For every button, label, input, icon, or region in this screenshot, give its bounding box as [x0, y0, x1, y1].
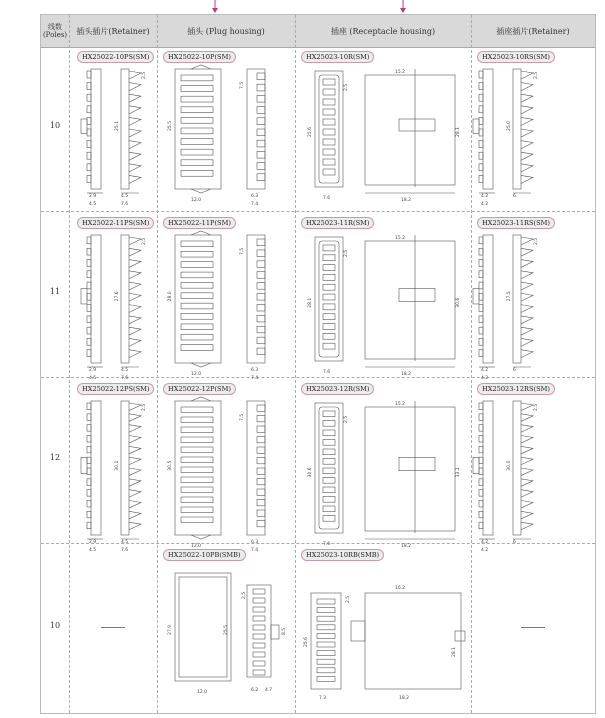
dimension-label: 6.3: [251, 194, 259, 199]
dimension-label: 2.5: [142, 237, 147, 245]
dimension-label: 27.5: [507, 291, 512, 302]
poles-value: 10: [49, 121, 61, 130]
dimension-label: 7.4: [251, 202, 259, 207]
divider: [157, 15, 158, 713]
retainer-drawing: [475, 231, 555, 389]
receptacle-housing-drawing: [299, 65, 469, 211]
dimension-label: 7.5: [240, 413, 245, 421]
part-number-tag: HX25022-10P(SM): [163, 51, 236, 63]
dimension-label: 6: [513, 194, 516, 199]
col-retainer-receptacle-header: 插座插片(Retainer): [496, 26, 570, 36]
part-number-tag: HX25023-12R(SM): [301, 383, 374, 395]
part-number-tag: HX25022-12PS(SM): [77, 383, 154, 395]
dimension-label: 30.5: [168, 460, 173, 471]
dimension-label: 7.6: [323, 542, 331, 547]
receptacle-housing-drawing: [299, 397, 469, 557]
divider: [295, 15, 296, 713]
dimension-label: 4.5: [89, 548, 97, 553]
dimension-label: 4.2: [481, 368, 489, 373]
dimension-label: 28.1: [456, 126, 461, 137]
retainer-drawing: [77, 65, 157, 215]
part-number-tag: HX25023-12RS(SM): [477, 383, 555, 395]
dimension-label: 15.2: [395, 70, 406, 75]
dimension-label: 18.2: [401, 198, 412, 203]
dimension-label: 2.5: [534, 237, 539, 245]
dimension-label: 2.5: [142, 403, 147, 411]
dimension-label: 25.5: [168, 120, 173, 131]
dimension-label: 12.0: [197, 690, 208, 695]
receptacle-housing-drawing: [299, 231, 469, 385]
dimension-label: 30.1: [115, 460, 120, 471]
poles-value: 11: [49, 287, 61, 296]
dimension-label: 28.1: [452, 646, 457, 657]
plug-housing-drawing: [161, 397, 291, 555]
dimension-label: 25.0: [507, 120, 512, 131]
dimension-label: 28.1: [308, 297, 313, 308]
dimension-label: 2.9: [89, 368, 97, 373]
dimension-label: 30.6: [456, 297, 461, 308]
poles-label-en: (Poles): [42, 31, 68, 39]
poles-value: 10: [49, 621, 61, 630]
dimension-label: 6.3: [251, 540, 259, 545]
dimension-label: 4.2: [481, 376, 489, 381]
col-plug-header: 插头 (Plug housing): [187, 26, 265, 36]
not-applicable-dash: [101, 627, 125, 628]
dimension-label: 6.2: [251, 688, 259, 693]
receptacle-housing-smb-drawing: [299, 567, 469, 707]
dimension-label: 7.4: [251, 376, 259, 381]
dimension-label: 12.0: [191, 372, 202, 377]
dimension-label: 25.6: [304, 636, 309, 647]
dimension-label: 4.7: [265, 688, 273, 693]
dimension-label: 7.6: [323, 196, 331, 201]
divider: [471, 15, 472, 713]
part-number-tag: HX25023-10R(SM): [301, 51, 374, 63]
dimension-label: 7.6: [121, 376, 129, 381]
dimension-label: 2.5: [344, 415, 349, 423]
retainer-drawing: [475, 65, 555, 215]
dimension-label: 2.5: [534, 71, 539, 79]
part-number-tag: HX25023-11RS(SM): [477, 217, 555, 229]
plug-arrow-icon: [210, 0, 220, 14]
dimension-label: 25.1: [115, 120, 120, 131]
dimension-label: 27.6: [115, 291, 120, 302]
dimension-label: 30.6: [308, 467, 313, 478]
part-number-tag: HX25023-10RS(SM): [477, 51, 555, 63]
dimension-label: 4.2: [481, 540, 489, 545]
dimension-label: 7.4: [251, 548, 259, 553]
dimension-label: 4.5: [89, 376, 97, 381]
retainer-drawing: [77, 397, 157, 561]
dimension-label: 7.3: [319, 696, 327, 701]
part-number-tag: HX25022-11P(SM): [163, 217, 236, 229]
poles-value: 12: [49, 453, 61, 462]
plug-housing-drawing: [161, 65, 291, 209]
dimension-label: 2.5: [242, 591, 247, 599]
dimension-label: 7.6: [323, 370, 331, 375]
dimension-label: 7.5: [240, 247, 245, 255]
dimension-label: 2.5: [344, 249, 349, 257]
dimension-label: 12.0: [191, 198, 202, 203]
receptacle-arrow-icon: [398, 0, 408, 14]
col-receptacle-header: 插座 (Receptacle housing): [330, 26, 436, 36]
dimension-label: 18.2: [399, 696, 410, 701]
dimension-label: 6: [513, 368, 516, 373]
part-number-tag: HX25023-10RB(SMB): [301, 549, 384, 561]
dimension-label: 2.9: [89, 540, 97, 545]
poles-header: [41, 15, 69, 47]
part-number-tag: HX25022-12P(SM): [163, 383, 236, 395]
dimension-label: 6.3: [251, 368, 259, 373]
dimension-label: 2.5: [346, 595, 351, 603]
part-number-tag: HX25022-11PS(SM): [77, 217, 154, 229]
dimension-label: 4.2: [481, 548, 489, 553]
dimension-label: 18.2: [401, 372, 412, 377]
dimension-label: 30.0: [507, 460, 512, 471]
dimension-label: 28.0: [168, 291, 173, 302]
connector-spec-sheet: [40, 14, 596, 714]
col-retainer-plug-header: 插头插片(Retainer): [76, 26, 150, 36]
dimension-label: 4.2: [481, 202, 489, 207]
divider: [69, 15, 70, 713]
dimension-label: 2.5: [344, 83, 349, 91]
dimension-label: 4.5: [121, 540, 129, 545]
dimension-label: 6: [513, 540, 516, 545]
dimension-label: 16.2: [395, 586, 406, 591]
dimension-label: 2.9: [89, 194, 97, 199]
dimension-label: 15.2: [395, 236, 406, 241]
table-header: [41, 15, 595, 48]
dimension-label: 33.1: [456, 467, 461, 478]
dimension-label: 2.5: [534, 403, 539, 411]
dimension-label: 4.2: [481, 194, 489, 199]
dimension-label: 15.2: [395, 402, 406, 407]
dimension-label: 7.5: [240, 81, 245, 89]
part-number-tag: HX25022-10PS(SM): [77, 51, 154, 63]
dimension-label: 4.5: [121, 368, 129, 373]
dimension-label: 7.6: [121, 548, 129, 553]
dimension-label: 2.5: [142, 71, 147, 79]
dimension-label: 27.9: [168, 624, 173, 635]
dimension-label: 4.5: [121, 194, 129, 199]
dimension-label: 25.6: [308, 126, 313, 137]
plug-housing-smb-drawing: [161, 565, 291, 705]
dimension-label: 25.5: [224, 624, 229, 635]
poles-label-cn: 线数: [48, 23, 62, 31]
dimension-label: 4.5: [89, 202, 97, 207]
retainer-drawing: [475, 397, 555, 561]
not-applicable-dash: [521, 627, 545, 628]
retainer-drawing: [77, 231, 157, 389]
dimension-label: 12.0: [191, 544, 202, 549]
part-number-tag: HX25023-11R(SM): [301, 217, 374, 229]
dimension-label: 18.2: [401, 544, 412, 549]
dimension-label: 8.5: [282, 627, 287, 635]
part-number-tag: HX25022-10PB(SMB): [163, 549, 246, 561]
dimension-label: 7.6: [121, 202, 129, 207]
plug-housing-drawing: [161, 231, 291, 383]
